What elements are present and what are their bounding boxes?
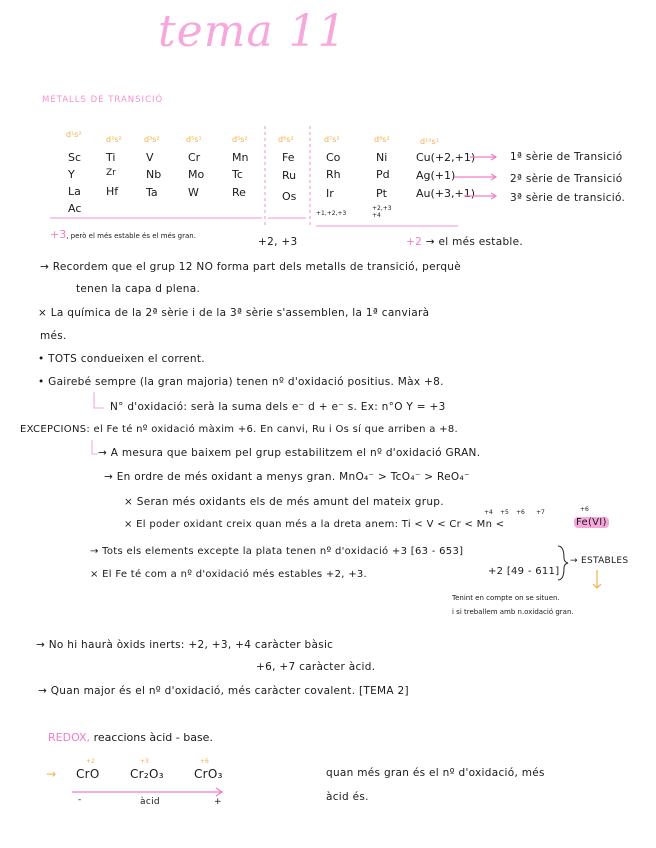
element-la: La: [68, 185, 81, 198]
line-excepcions: EXCEPCIONS: el Fe té nº oxidació màxim +6. En canvi, Ru i Os sí que arriben a +8.: [20, 424, 458, 435]
arrow-num-ox: [94, 392, 104, 408]
config-8: d⁸s²: [374, 135, 390, 144]
element-hf: Hf: [106, 185, 119, 198]
redox-sup-cro3: +6: [200, 758, 209, 765]
element-ac: Ac: [68, 202, 82, 215]
element-zr: Zr: [106, 168, 116, 178]
line-tots-elements: → Tots els elements excepte la plata tenen nº d'oxidació +3 [63 - 653]: [90, 546, 464, 557]
page-title: tema 11: [158, 6, 347, 57]
line-covalent: → Quan major és el nº d'oxidació, més caràcter covalent. [TEMA 2]: [38, 685, 409, 697]
line-quimica: × La química de la 2ª sèrie i de la 3ª sèrie s'assemblen, la 1ª canviarà: [38, 307, 430, 319]
arrow-series-3: [464, 193, 496, 199]
line-recordem: → Recordem que el grup 12 NO forma part dels metalls de transició, perquè: [40, 261, 462, 273]
config-3: d³s²: [144, 135, 160, 144]
element-ag: Ag(+1): [416, 169, 456, 182]
element-fe: Fe: [282, 151, 295, 164]
redox-arrow: →: [46, 767, 57, 781]
ox-sup-v: +5: [500, 509, 509, 516]
redox-subtitle: reaccions àcid - base.: [93, 731, 213, 744]
element-re: Re: [232, 186, 246, 199]
redox-axis-arrow: [72, 788, 222, 796]
element-os: Os: [282, 190, 297, 203]
element-cu: Cu(+2,+1): [416, 151, 476, 164]
line-num-oxidacio: N° d'oxidació: serà la suma dels e⁻ d + e⁻ s. Ex: n°O Y = +3: [110, 401, 446, 413]
line-oxids: → No hi haurà òxids inerts: +2, +3, +4 caràcter bàsic: [36, 639, 334, 651]
axis-minus: -: [78, 795, 82, 805]
series-1-label: 1ª sèrie de Transició: [510, 151, 623, 163]
ox-sup-cr: +6: [516, 509, 525, 516]
config-7: d⁷s²: [324, 135, 340, 144]
ox-pt: +2,+3 +4: [372, 205, 392, 219]
line-fe-estables: × El Fe té com a nº d'oxidació més estables +2, +3.: [90, 569, 368, 580]
note-mid: +2, +3: [258, 236, 298, 248]
element-sc: Sc: [68, 151, 82, 164]
element-mo: Mo: [188, 168, 205, 181]
ox-sup-mn: +7: [536, 509, 545, 516]
ox-sup-ti: +4: [484, 509, 493, 516]
line-ordre: → En ordre de més oxidant a menys gran. MnO₄⁻ > TcO₄⁻ > ReO₄⁻: [104, 471, 470, 483]
element-w: W: [188, 186, 199, 199]
axis-plus: +: [214, 797, 222, 807]
note-right: +2 → el més estable.: [406, 236, 524, 248]
config-4: d⁵s¹: [186, 135, 202, 144]
element-tc: Tc: [232, 168, 243, 181]
note-tenint: Tenint en compte on se situen.: [452, 594, 560, 602]
note-treballem: i si treballem amb n.oxidació gran.: [452, 608, 574, 616]
label-estables: → ESTABLES: [570, 556, 629, 566]
arrow-series-1: [470, 154, 496, 160]
element-ti: Ti: [106, 151, 116, 164]
note-left: +3, però el més estable és el més gran.: [50, 228, 196, 241]
config-2: d²s²: [106, 135, 122, 144]
line-acid-char: +6, +7 caràcter àcid.: [256, 661, 376, 673]
element-mn: Mn: [232, 151, 249, 164]
element-ta: Ta: [146, 186, 158, 199]
axis-label-acid: àcid: [140, 797, 160, 807]
element-ir: Ir: [326, 187, 334, 200]
compound-cro: CrO: [76, 767, 100, 781]
line-capa-d: tenen la capa d plena.: [76, 283, 201, 295]
element-pd: Pd: [376, 168, 390, 181]
redox-sup-cro: +2: [86, 758, 95, 765]
series-3-label: 3ª sèrie de transició.: [510, 192, 626, 204]
line-poder-oxidant: × El poder oxidant creix quan més a la dreta anem: Ti < V < Cr < Mn <: [124, 519, 505, 530]
line-gairebe: • Gairebé sempre (la gran majoria) tenen nº d'oxidació positius. Màx +8.: [38, 376, 444, 388]
ox-ir: +1,+2,+3: [316, 210, 347, 217]
element-ru: Ru: [282, 169, 297, 182]
config-9: d¹⁰s¹: [420, 137, 439, 146]
redox-title: REDOX,: [48, 731, 91, 744]
element-v: V: [146, 151, 154, 164]
compound-cro3: CrO₃: [194, 767, 223, 781]
arrow-a-mesura: [92, 440, 98, 454]
redox-note-2: àcid és.: [326, 791, 369, 803]
note-left-text: , però el més estable és el més gran.: [66, 232, 196, 240]
fe-vi-highlight: Fe(VI): [576, 517, 607, 528]
line-ag-range: +2 [49 - 611]: [488, 566, 560, 577]
config-6: d⁶s²: [278, 135, 294, 144]
element-pt: Pt: [376, 187, 387, 200]
element-rh: Rh: [326, 168, 341, 181]
element-au: Au(+3,+1): [416, 187, 476, 200]
element-nb: Nb: [146, 168, 162, 181]
arrow-series-2: [454, 174, 496, 180]
config-5: d⁵s²: [232, 135, 248, 144]
section-heading: METALLS DE TRANSICIÓ: [42, 95, 164, 105]
line-tots: • TOTS condueixen el corrent.: [38, 353, 205, 365]
config-1: d¹s²: [66, 130, 82, 139]
line-mes: més.: [40, 330, 67, 342]
redox-note-1: quan més gran és el nº d'oxidació, més: [326, 767, 545, 779]
element-ni: Ni: [376, 151, 388, 164]
redox-sup-cr2o3: +3: [140, 758, 149, 765]
ox-sup-fe: +6: [580, 506, 589, 513]
line-a-mesura: → A mesura que baixem pel grup estabilitzem el nº d'oxidació GRAN.: [98, 447, 481, 459]
element-co: Co: [326, 151, 341, 164]
compound-cr2o3: Cr₂O₃: [130, 767, 164, 781]
arrow-estables-down: [593, 570, 601, 588]
series-2-label: 2ª sèrie de Transició: [510, 173, 623, 185]
line-seran: × Seran més oxidants els de més amunt del mateix grup.: [124, 496, 444, 508]
element-y: Y: [68, 168, 75, 181]
brace-estables: [558, 546, 568, 580]
element-cr: Cr: [188, 151, 201, 164]
